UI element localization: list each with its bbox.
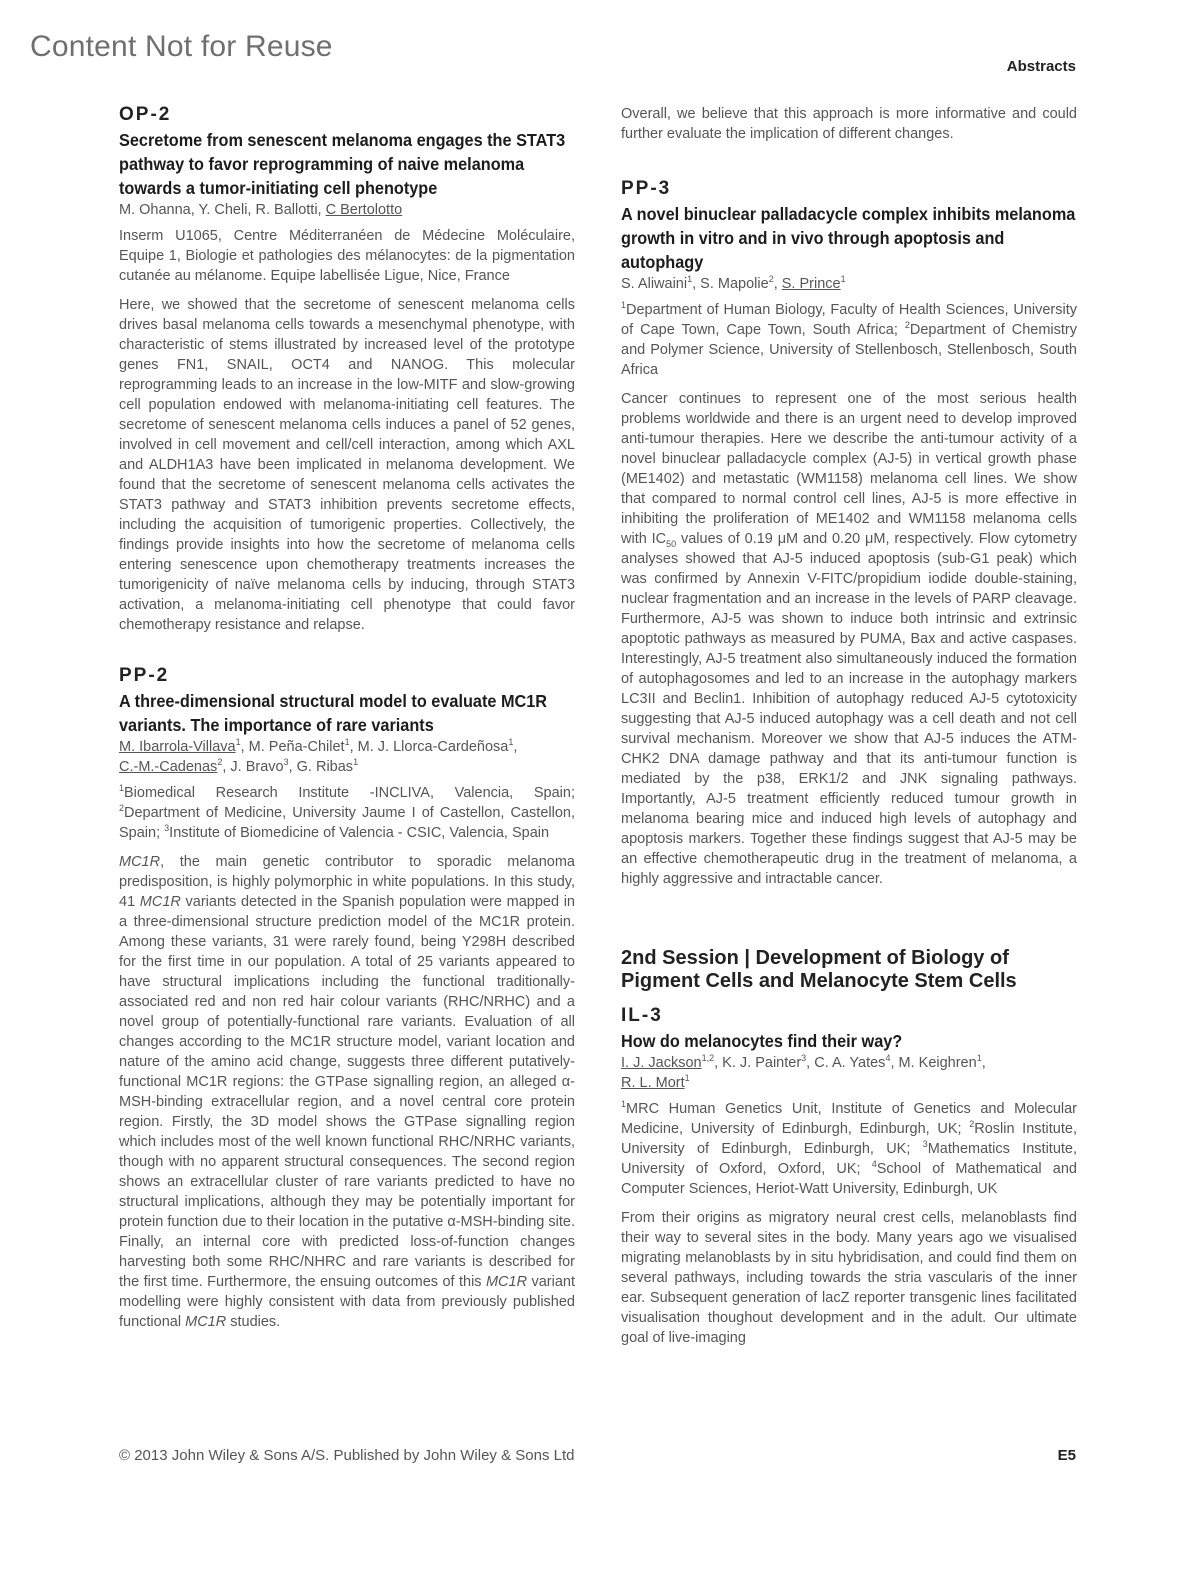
affil-text: MRC Human Genetics Unit, Institute of Genetics and Molecular Medicine, University of Edinburgh, Edinburgh, UK; bbox=[621, 1101, 1077, 1137]
author-sep: , bbox=[773, 276, 782, 292]
running-head: Abstracts bbox=[1006, 58, 1076, 75]
session-heading: 2nd Session | Development of Biology of Pigment Cells and Melanocyte Stem Cells bbox=[621, 947, 1017, 992]
gene-name: MC1R bbox=[485, 1274, 528, 1290]
affil-text: Mathematics Institute, University of Oxford, Oxford, UK; bbox=[621, 1141, 1078, 1177]
affil-sup: 3 bbox=[922, 1139, 928, 1150]
author-sup: 1 bbox=[344, 737, 350, 748]
affil-sup: 1 bbox=[621, 300, 627, 311]
abstract-authors bbox=[621, 274, 1077, 294]
body-text: studies. bbox=[226, 1314, 281, 1330]
abstract-pp3 bbox=[621, 178, 1077, 889]
affil-sup: 1 bbox=[119, 783, 125, 794]
body-text: variants detected in the Spanish population were mapped in a three-dimensional structure prediction model of the MC1R protein. Among these variants, 31 were rarely found, being Y298H described for the first time in our population. A total of 25 variants appeared to have structural implications including the functional traditionally-associated red and non red hair colour variants (RHC/NRHC) and a novel group of potentially-functional rare variants. Evaluation of all changes according to the MC1R structure model, variant location and nature of the amino acid change, suggests three different putatively-functional MC1R regions: the GTPase signalling region, an alleged α-MSH-binding extracellular region, and a novel central core protein region. Firstly, the 3D model shows the GTPase signalling region which includes most of the well known functional RHC/NRHC variants, though with no apparent structural consequences. The second region shows an extracellular cluster of rare variants predicted to have no structural implications, although they may be potentially important for protein function due to their location in the putative α-MSH-binding site. Finally, an internal core with predicted loss-of-function changes harvesting both some RHC/NHRC and rare variants is described for the first time. Furthermore, the ensuing outcomes of this bbox=[119, 894, 575, 1290]
author-sup: 1 bbox=[840, 274, 846, 285]
author-list: M. Ohanna, Y. Cheli, R. Ballotti, bbox=[119, 202, 326, 218]
affil-sup: 2 bbox=[119, 803, 125, 814]
watermark: Content Not for Reuse bbox=[30, 30, 333, 63]
author-sup: 1 bbox=[353, 757, 359, 768]
affil-sup: 3 bbox=[164, 823, 170, 834]
author: , M. J. Llorca-Cardeñosa bbox=[349, 739, 509, 755]
gene-name: MC1R bbox=[185, 1314, 227, 1330]
body-text: values of 0.19 μM and 0.20 μM, respectively. Flow cytometry analyses showed that AJ-5 induced apoptosis (sub-G1 peak) which was confirmed by Annexin V-FITC/propidium iodide double-staining, nuclear fragmentation and an increase in the levels of PARP cleavage. Furthermore, AJ-5 was shown to induce both intrinsic and extrinsic apoptotic pathways as measured by PUMA, Bax and active caspases. Interestingly, AJ-5 treatment also simultaneously induced the formation of autophagosomes and led to an increase in the autophagy markers LC3II and Beclin1. Inhibition of autophagy reduced AJ-5 cytotoxicity suggesting that AJ-5 induced autophagy was a cell death and not cell survival mechanism. Moreover we show that AJ-5 induces the ATM-CHK2 DNA damage pathway and that its anti-tumour function is mediated by the p38, ERK1/2 and JNK signaling pathways. Importantly, AJ-5 treatment efficiently reduced tumour growth in melanoma bearing mice and induced high levels of autophagy and apoptosis markers. Together these findings suggest that AJ-5 may be an effective chemotherapeutic drug in the treatment of melanoma, a highly aggressive and intractable cancer. bbox=[621, 531, 1077, 887]
author: , M. Peña-Chilet bbox=[240, 739, 345, 755]
author-sup: 1 bbox=[235, 737, 241, 748]
abstract-body bbox=[621, 389, 1077, 889]
presenting-author: C Bertolotto bbox=[325, 202, 403, 218]
abstract-op2 bbox=[119, 104, 575, 635]
abstract-title: A three-dimensional structural model to evaluate MC1R variants. The importance of rare variants bbox=[119, 691, 548, 735]
abstract-code: PP-3 bbox=[621, 178, 672, 199]
subscript: 50 bbox=[666, 538, 677, 549]
abstract-affiliation bbox=[621, 300, 1077, 380]
abstract-body: Here, we showed that the secretome of senescent melanoma cells drives basal melanoma cells towards a mesenchymal phenotype, with characteristic of stems illustrated by increased level of the prototype genes FN1, SNAIL, OCT4 and NANOG. This molecular reprogramming leads to an increase in the low-MITF and slow-growing cell population endowed with melanoma-initiating cell features. The secretome of senescent melanoma cells induces a panel of 52 genes, involved in cell movement and cell/cell interaction, among which AXL and ALDH1A3 have been implicated in melanoma development. We found that the secretome of senescent melanoma cells activates the STAT3 pathway and STAT3 inhibition prevents secretome effects, including the acquisition of tumorigenic properties. Collectively, the findings provide insights into how the secretome of melanoma cells entering senescence upon chemotherapy treatments increases the tumorigenicity of naïve melanoma cells by inducing, through STAT3 activation, a melanoma-initiating cell phenotype that could favor chemotherapy resistance and relapse. bbox=[119, 297, 575, 633]
author: , G. Ribas bbox=[288, 759, 354, 775]
author-sup: 2 bbox=[768, 274, 774, 285]
author-sup: 1 bbox=[687, 274, 693, 285]
abstract-code: OP-2 bbox=[119, 104, 172, 125]
body-text: Cancer continues to represent one of the most serious health problems worldwide and there is an urgent need to develop improved anti-tumour therapies. Here we describe the anti-tumour activity of a novel binuclear palladacycle complex (AJ-5) in vertical growth phase (ME1402) and metastatic (WM1158) melanoma cell lines. We show that compared to normal control cell lines, AJ-5 is more effective in inhibiting the proliferation of ME1402 and WM1158 melanoma cells with IC bbox=[621, 391, 1077, 547]
author-sup: 3 bbox=[801, 1053, 807, 1064]
abstract-affiliation bbox=[119, 783, 575, 843]
abstract-authors bbox=[119, 200, 575, 220]
pp2-continuation: Overall, we believe that this approach is more informative and could further evaluate the implication of different changes. bbox=[621, 106, 1077, 142]
abstract-title: How do melanocytes find their way? bbox=[621, 1031, 903, 1051]
abstract-pp2 bbox=[119, 665, 575, 1332]
body-text: , the main genetic contributor to sporadic melanoma predisposition, is highly polymorphic in white populations. In this study, 41 bbox=[119, 854, 575, 910]
author: C.-M.-Cadenas bbox=[119, 759, 218, 775]
abstract-body bbox=[119, 852, 575, 1332]
abstract-il3 bbox=[621, 1005, 1077, 1348]
author-sup: 1 bbox=[684, 1073, 690, 1084]
body-text: variant modelling were highly consistent with data from previously published functional bbox=[119, 1274, 575, 1330]
gene-name: MC1R bbox=[119, 854, 161, 870]
author-sup: 1,2 bbox=[701, 1053, 715, 1064]
affil-text: Roslin Institute, University of Edinburgh, Edinburgh, UK; bbox=[621, 1121, 1077, 1157]
gene-name: MC1R bbox=[139, 894, 181, 910]
abstract-code: PP-2 bbox=[119, 665, 170, 686]
author: , M. Keighren bbox=[890, 1055, 977, 1071]
author: , J. Bravo bbox=[222, 759, 284, 775]
presenting-author: S. Prince bbox=[781, 276, 841, 292]
author: R. L. Mort bbox=[621, 1075, 685, 1091]
abstract-authors bbox=[621, 1053, 1077, 1093]
affil-sup: 1 bbox=[621, 1099, 627, 1110]
author: , K. J. Painter bbox=[714, 1055, 802, 1071]
author: S. Aliwaini bbox=[621, 276, 688, 292]
affil-sup: 2 bbox=[904, 320, 910, 331]
abstract-authors bbox=[119, 737, 575, 777]
affil-text: Department of Chemistry and Polymer Science, University of Stellenbosch, Stellenbosch, South Africa bbox=[621, 322, 1077, 378]
abstract-title: Secretome from senescent melanoma engages the STAT3 pathway to favor reprogramming of naive melanoma towards a tumor-initiating cell phenotype bbox=[119, 130, 566, 198]
author-sup: 1 bbox=[976, 1053, 982, 1064]
author-sep: , bbox=[981, 1055, 986, 1071]
presenting-author: I. J. Jackson bbox=[621, 1055, 702, 1071]
left-column bbox=[119, 104, 575, 1340]
right-column bbox=[621, 104, 1077, 1356]
abstract-code: IL-3 bbox=[621, 1005, 663, 1026]
author-sup: 2 bbox=[217, 757, 223, 768]
author: , C. A. Yates bbox=[806, 1055, 886, 1071]
author-sep: , bbox=[513, 739, 518, 755]
author-sup: 4 bbox=[885, 1053, 891, 1064]
affil-sup: 2 bbox=[969, 1119, 975, 1130]
affil-text: School of Mathematical and Computer Sciences, Heriot-Watt University, Edinburgh, UK bbox=[621, 1161, 1077, 1197]
affil-text: Department of Human Biology, Faculty of Health Sciences, University of Cape Town, Cape Town, South Africa; bbox=[621, 302, 1077, 338]
affil-text: Institute of Biomedicine of Valencia - CSIC, Valencia, Spain bbox=[169, 825, 550, 841]
affil-text: Biomedical Research Institute -INCLIVA, Valencia, Spain; bbox=[124, 785, 575, 801]
abstract-body: From their origins as migratory neural crest cells, melanoblasts find their way to several sites in the body. Many years ago we visualised migrating melanoblasts by in situ hybridisation, and could find them on several pathways, including towards the stria vascularis of the inner ear. Subsequent generation of lacZ reporter transgenic lines facilitated visualisation thoughout development and in the adult. Our ultimate goal of live-imaging bbox=[621, 1210, 1077, 1346]
abstract-affiliation: Inserm U1065, Centre Méditerranéen de Médecine Moléculaire, Equipe 1, Biologie et pathologies des mélanocytes: de la pigmentation cutanée au mélanome. Equipe labellisée Ligue, Nice, France bbox=[119, 228, 575, 284]
page-number: E5 bbox=[1057, 1447, 1076, 1464]
author-sup: 3 bbox=[283, 757, 289, 768]
abstract-affiliation bbox=[621, 1099, 1077, 1199]
author-sup: 1 bbox=[508, 737, 514, 748]
footer-copyright: © 2013 John Wiley & Sons A/S. Published by John Wiley & Sons Ltd bbox=[119, 1447, 575, 1464]
affil-sup: 4 bbox=[871, 1159, 877, 1170]
presenting-author: M. Ibarrola-Villava bbox=[119, 739, 236, 755]
abstract-title: A novel binuclear palladacycle complex inhibits melanoma growth in vitro and in vivo through apoptosis and autophagy bbox=[621, 204, 1076, 272]
author: , S. Mapolie bbox=[692, 276, 769, 292]
affil-text: Department of Medicine, University Jaume I of Castellon, Castellon, Spain; bbox=[119, 805, 575, 841]
